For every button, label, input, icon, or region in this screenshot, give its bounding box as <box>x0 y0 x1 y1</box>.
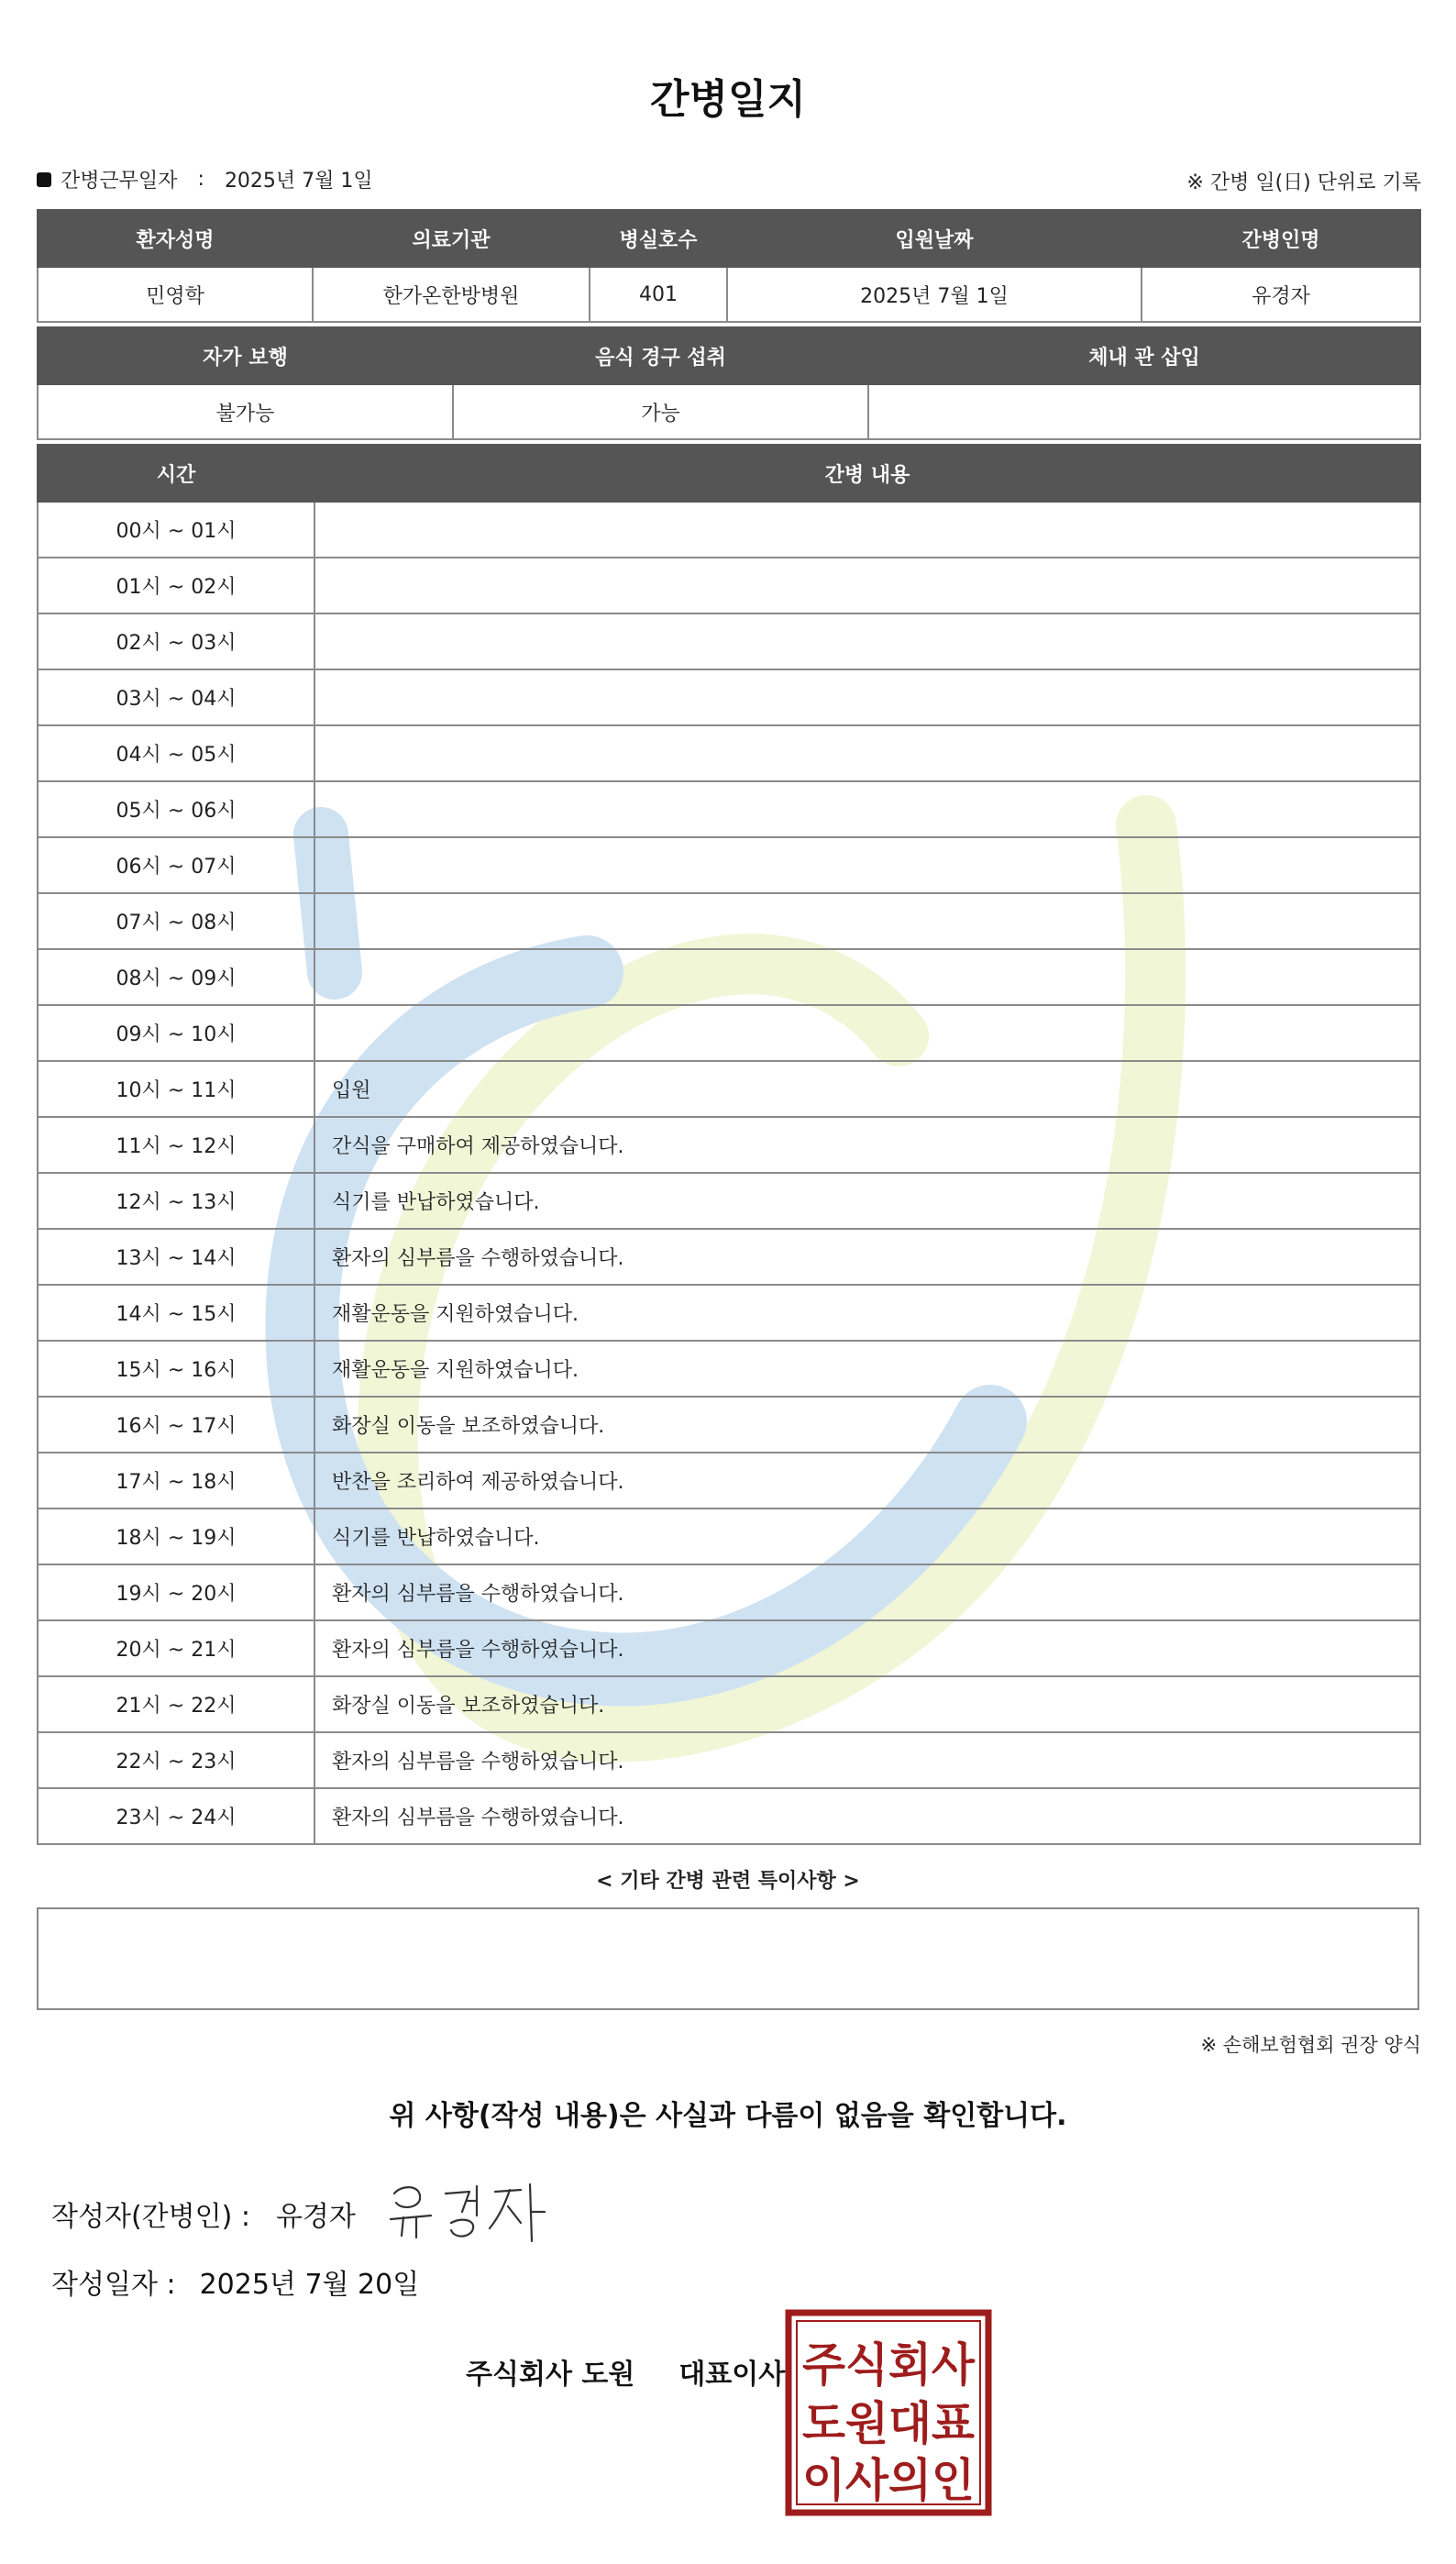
room-number: 401 <box>590 267 727 322</box>
care-log-time: 02시 ~ 03시 <box>38 613 314 669</box>
care-log-row <box>38 669 1420 725</box>
care-log-time: 06시 ~ 07시 <box>38 837 314 893</box>
patient-name: 민영학 <box>38 267 313 322</box>
care-log-content: 반찬을 조리하여 제공하였습니다. <box>314 1453 1420 1509</box>
care-log-body <box>38 502 1420 1844</box>
company-name: 주식회사 도원 <box>466 2359 635 2391</box>
writer-label: 작성자(간병인) : <box>51 2201 250 2233</box>
tube-insertion-value <box>868 384 1420 439</box>
writer-name: 유경자 <box>275 2201 356 2233</box>
written-date-label: 작성일자 : <box>51 2269 176 2301</box>
svg-text:이사의인: 이사의인 <box>802 2454 975 2507</box>
care-log-content <box>314 669 1420 725</box>
care-log-row <box>38 502 1420 558</box>
care-log-row <box>38 1509 1420 1564</box>
self-walking-value: 불가능 <box>38 384 453 439</box>
care-log-row <box>38 613 1420 669</box>
special-notes-box <box>37 1907 1419 2010</box>
care-log-time: 00시 ~ 01시 <box>38 502 314 558</box>
care-log-header-row <box>38 445 1420 502</box>
svg-text:주식회사: 주식회사 <box>802 2338 976 2392</box>
patient-status-table <box>37 326 1421 440</box>
care-log-time: 19시 ~ 20시 <box>38 1564 314 1620</box>
care-log-row <box>38 1453 1420 1509</box>
header-room: 병실호수 <box>590 210 727 267</box>
care-log-time: 04시 ~ 05시 <box>38 725 314 781</box>
care-log-content: 간식을 구매하여 제공하였습니다. <box>314 1117 1420 1173</box>
care-log-time: 22시 ~ 23시 <box>38 1732 314 1788</box>
header-patient-name: 환자성명 <box>38 210 313 267</box>
company-signoff <box>466 2351 785 2392</box>
hospital-name: 한가온한방병원 <box>313 267 590 322</box>
care-log-content: 환자의 심부름을 수행하였습니다. <box>314 1620 1420 1676</box>
care-log-content <box>314 1005 1420 1061</box>
care-log-time: 10시 ~ 11시 <box>38 1061 314 1117</box>
patient-info-value-row <box>38 267 1420 322</box>
care-log-content: 환자의 심부름을 수행하였습니다. <box>314 1732 1420 1788</box>
work-date <box>37 165 373 193</box>
patient-info-table <box>37 209 1421 323</box>
care-log-time: 13시 ~ 14시 <box>38 1229 314 1285</box>
header-self-walking: 자가 보행 <box>38 327 453 384</box>
admission-date: 2025년 7월 1일 <box>727 267 1142 322</box>
care-log-row <box>38 1229 1420 1285</box>
care-log-content <box>314 949 1420 1005</box>
care-log-row <box>38 1676 1420 1732</box>
care-log-content <box>314 725 1420 781</box>
care-log-time: 15시 ~ 16시 <box>38 1341 314 1397</box>
handwritten-signature <box>385 2175 550 2249</box>
care-log-time: 14시 ~ 15시 <box>38 1285 314 1341</box>
care-log-content: 환자의 심부름을 수행하였습니다. <box>314 1788 1420 1844</box>
form-footnote: ※ 손해보험협회 권장 양식 <box>1200 2034 1421 2056</box>
oral-intake-value: 가능 <box>453 384 868 439</box>
company-seal-stamp <box>785 2309 992 2516</box>
writer-line <box>51 2194 356 2234</box>
care-log-content <box>314 558 1420 613</box>
care-log-row <box>38 1732 1420 1788</box>
care-log-content: 화장실 이동을 보조하였습니다. <box>314 1676 1420 1732</box>
care-log-content <box>314 613 1420 669</box>
care-log-time: 08시 ~ 09시 <box>38 949 314 1005</box>
care-log-content: 환자의 심부름을 수행하였습니다. <box>314 1229 1420 1285</box>
confirmation-statement: 위 사항(작성 내용)은 사실과 다름이 없음을 확인합니다. <box>389 2100 1067 2132</box>
caregiver-name: 유경자 <box>1142 267 1420 322</box>
header-care-content: 간병 내용 <box>314 445 1420 502</box>
written-date-line <box>51 2261 419 2302</box>
header-hospital: 의료기관 <box>313 210 590 267</box>
care-log-row <box>38 1005 1420 1061</box>
status-value-row <box>38 384 1420 439</box>
care-log-content <box>314 837 1420 893</box>
care-log-content: 환자의 심부름을 수행하였습니다. <box>314 1564 1420 1620</box>
care-log-time: 21시 ~ 22시 <box>38 1676 314 1732</box>
care-log-content: 화장실 이동을 보조하였습니다. <box>314 1397 1420 1453</box>
care-log-row <box>38 949 1420 1005</box>
special-notes-label: < 기타 간병 관련 특이사항 > <box>596 1870 860 1893</box>
svg-text:도원대표: 도원대표 <box>802 2397 976 2450</box>
care-log-content <box>314 893 1420 949</box>
care-log-content: 재활운동을 지원하였습니다. <box>314 1341 1420 1397</box>
care-log-time: 11시 ~ 12시 <box>38 1117 314 1173</box>
care-log-time: 03시 ~ 04시 <box>38 669 314 725</box>
care-log-time: 20시 ~ 21시 <box>38 1620 314 1676</box>
company-rep-title: 대표이사 <box>678 2359 786 2391</box>
care-log-content: 입원 <box>314 1061 1420 1117</box>
care-log-content: 식기를 반납하였습니다. <box>314 1173 1420 1229</box>
header-tube-insertion: 체내 관 삽입 <box>868 327 1420 384</box>
care-log-row <box>38 558 1420 613</box>
header-oral-intake: 음식 경구 섭취 <box>453 327 868 384</box>
care-log-row <box>38 1117 1420 1173</box>
care-log-row <box>38 1061 1420 1117</box>
care-log-table <box>37 444 1421 1845</box>
work-date-label: 간병근무일자 <box>61 170 178 193</box>
care-log-content: 재활운동을 지원하였습니다. <box>314 1285 1420 1341</box>
care-log-row <box>38 893 1420 949</box>
work-date-value: 2025년 7월 1일 <box>224 170 373 193</box>
care-log-time: 01시 ~ 02시 <box>38 558 314 613</box>
header-admission-date: 입원날짜 <box>727 210 1142 267</box>
patient-info-header-row <box>38 210 1420 267</box>
care-log-row <box>38 1285 1420 1341</box>
care-log-row <box>38 1788 1420 1844</box>
care-log-time: 05시 ~ 06시 <box>38 781 314 837</box>
care-log-row <box>38 1397 1420 1453</box>
care-log-time: 23시 ~ 24시 <box>38 1788 314 1844</box>
care-log-content: 식기를 반납하였습니다. <box>314 1509 1420 1564</box>
care-log-row <box>38 837 1420 893</box>
care-log-row <box>38 781 1420 837</box>
care-log-time: 09시 ~ 10시 <box>38 1005 314 1061</box>
header-caregiver-name: 간병인명 <box>1142 210 1420 267</box>
care-log-time: 07시 ~ 08시 <box>38 893 314 949</box>
status-header-row <box>38 327 1420 384</box>
written-date-value: 2025년 7월 20일 <box>199 2269 420 2301</box>
care-log-row <box>38 725 1420 781</box>
header-time: 시간 <box>38 445 314 502</box>
care-log-row <box>38 1173 1420 1229</box>
page-title: 간병일지 <box>649 76 806 123</box>
unit-note: ※ 간병 일(日) 단위로 기록 <box>1186 171 1421 194</box>
care-log-time: 17시 ~ 18시 <box>38 1453 314 1509</box>
care-log-row <box>38 1620 1420 1676</box>
care-log-content <box>314 502 1420 558</box>
care-log-time: 18시 ~ 19시 <box>38 1509 314 1564</box>
care-log-row <box>38 1564 1420 1620</box>
care-log-row <box>38 1341 1420 1397</box>
care-log-time: 12시 ~ 13시 <box>38 1173 314 1229</box>
bullet-square-icon <box>37 172 51 187</box>
work-date-separator: : <box>197 168 204 191</box>
care-log-content <box>314 781 1420 837</box>
care-log-time: 16시 ~ 17시 <box>38 1397 314 1453</box>
